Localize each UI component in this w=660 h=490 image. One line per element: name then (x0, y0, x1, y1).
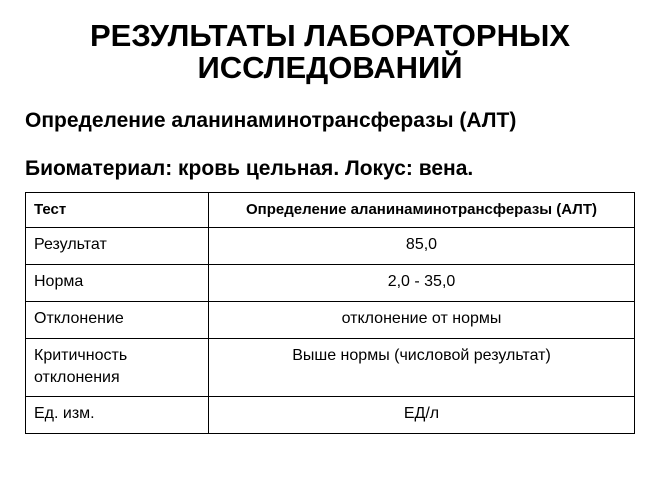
row-label-criticality-line-1: Критичность (34, 347, 128, 364)
row-label-deviation: Отклонение (26, 302, 209, 339)
row-value-deviation: отклонение от нормы (209, 302, 635, 339)
row-label-units: Ед. изм. (26, 397, 209, 434)
table-row-criticality (26, 339, 635, 397)
table-header-row (26, 193, 635, 228)
header-cell-label: Тест (26, 193, 209, 228)
row-value-criticality: Выше нормы (числовой результат) (209, 339, 635, 397)
table-row-result (26, 228, 635, 265)
row-label-norm: Норма (26, 265, 209, 302)
test-name-heading: Определение аланинаминотрансферазы (АЛТ) (25, 109, 517, 132)
row-value-norm: 2,0 - 35,0 (209, 265, 635, 302)
row-label-criticality-line-2: отклонения (34, 369, 120, 386)
row-label-result: Результат (26, 228, 209, 265)
page-title-line-2: ИССЛЕДОВАНИЙ (197, 50, 463, 85)
results-table (25, 192, 635, 434)
table-row-deviation (26, 302, 635, 339)
row-value-result: 85,0 (209, 228, 635, 265)
page-title-line-1: РЕЗУЛЬТАТЫ ЛАБОРАТОРНЫХ (89, 18, 570, 53)
table-row-units (26, 397, 635, 434)
page-title (0, 20, 660, 84)
row-label-criticality (26, 339, 209, 397)
header-cell-value: Определение аланинаминотрансферазы (АЛТ) (209, 193, 635, 228)
table-row-norm (26, 265, 635, 302)
row-value-units: ЕД/л (209, 397, 635, 434)
biomaterial-heading: Биоматериал: кровь цельная. Локус: вена. (25, 157, 474, 180)
